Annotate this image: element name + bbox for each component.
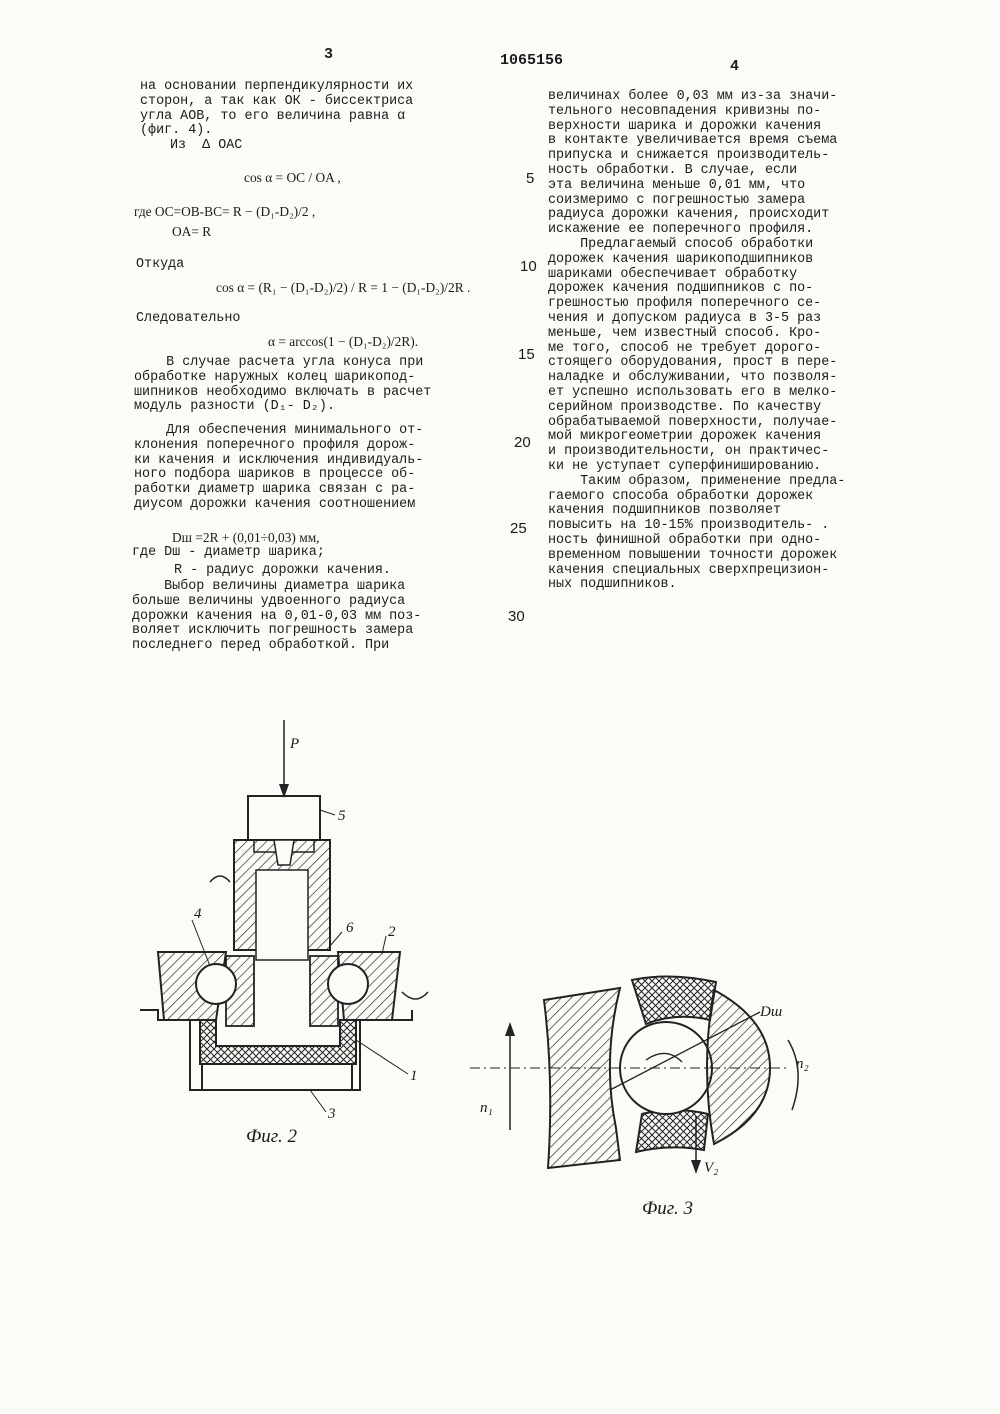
text-line: дорожек качения подшипников с по- xyxy=(548,281,814,297)
label-1: 1 xyxy=(410,1068,418,1084)
text-line: дорожек качения шарикоподшипников xyxy=(548,251,814,267)
whence-label: Откуда xyxy=(136,257,185,272)
text-line: временном повышении точности дорожек xyxy=(548,547,838,563)
text-line: повысить на 10-15% производитель- . xyxy=(548,518,830,534)
base xyxy=(202,1064,352,1090)
text-line: мой микрогеометрии дорожек качения xyxy=(548,429,822,445)
text-line: ки качения и исключения индивидуаль- xyxy=(134,452,424,468)
text-line: качения специальных сверхпрецизион- xyxy=(548,562,830,578)
text-line: радиуса дорожки качения, происходит xyxy=(548,207,830,223)
text-line: ного подбора шариков в процессе об- xyxy=(134,467,416,483)
label-6: 6 xyxy=(346,920,354,936)
text-line: верхности шарика и дорожки качения xyxy=(548,118,822,134)
text-line: на основании перпендикулярности их xyxy=(140,79,414,94)
formula-oc: где OC=OB-BC= R − (D₁-D₂)/2 , xyxy=(134,204,316,219)
leader-3 xyxy=(310,1090,326,1112)
text-line: ет успешно использовать его в мелко- xyxy=(548,384,838,400)
label-5: 5 xyxy=(338,808,346,824)
text-line: искажение ее поперечного профиля. xyxy=(548,222,814,238)
left-para-2 xyxy=(134,356,524,415)
leader-1 xyxy=(356,1040,408,1074)
leader-6 xyxy=(330,932,342,946)
left-column-top xyxy=(140,80,530,154)
where-r: R - радиус дорожки качения. xyxy=(174,563,391,578)
line-number: 25 xyxy=(510,520,527,537)
left-para-4 xyxy=(132,580,522,654)
figure-2-drawing xyxy=(130,720,430,1160)
patent-number: 1065156 xyxy=(500,52,564,69)
text-line: дорожки качения на 0,01-0,03 мм поз- xyxy=(132,608,422,624)
label-n2: n₂ xyxy=(796,1056,809,1072)
text-line: соизмеримо с погрешностью замера xyxy=(548,192,806,208)
text-line: (фиг. 4). xyxy=(140,123,213,139)
spindle-bore xyxy=(256,870,308,960)
text-line: В случае расчета угла конуса при xyxy=(134,355,424,370)
text-line: Выбор величины диаметра шарика xyxy=(132,579,406,594)
label-2: 2 xyxy=(388,924,396,940)
page-number-right: 4 xyxy=(730,58,740,75)
text-line: ме того, способ не требует дорого- xyxy=(548,340,822,356)
center-point xyxy=(274,840,294,865)
separator-lower xyxy=(636,1110,708,1152)
text-line: Предлагаемый способ обработки xyxy=(548,236,814,252)
text-line: ность финишной обработки при одно- xyxy=(548,532,822,548)
text-line: в контакте увеличивается время съема xyxy=(548,133,838,149)
formula-alpha: α = arccos(1 − (D₁-D₂)/2R). xyxy=(268,334,419,349)
therefore-label: Следовательно xyxy=(136,311,241,326)
text-line: ки не уступает суперфинишированию. xyxy=(548,458,822,474)
text-line: угла AOB, то его величина равна α xyxy=(140,108,406,124)
label-v2: V₂ xyxy=(704,1160,719,1176)
tool-holder xyxy=(248,796,320,840)
text-line: эта величина меньше 0,01 мм, что xyxy=(548,177,806,193)
text-line: ных подшипников. xyxy=(548,577,677,593)
line-number: 15 xyxy=(518,346,535,363)
ball-left xyxy=(196,964,236,1004)
page-number-left: 3 xyxy=(324,46,334,63)
formula-cos2: cos α = (R₁ − (D₁-D₂)/2) / R = 1 − (D₁-D₂)/2R . xyxy=(216,280,471,295)
text-line: величинах более 0,03 мм из-за значи- xyxy=(548,89,838,104)
text-line: меньше, чем известный способ. Кро- xyxy=(548,325,822,341)
text-line: тельного несовпадения кривизны по- xyxy=(548,103,822,119)
arrowhead-n1 xyxy=(505,1022,515,1036)
text-line: ность обработки. В случае, если xyxy=(548,162,798,178)
leader-5 xyxy=(320,810,335,815)
where-dsh: где Dш - диаметр шарика; xyxy=(132,545,325,560)
formula-cos: cos α = OC / OA , xyxy=(244,170,341,185)
text-line: грешностью профиля поперечного се- xyxy=(548,296,822,312)
line-number: 20 xyxy=(514,434,531,451)
label-dsh: Dш xyxy=(760,1004,783,1020)
text-line: шариками обеспечивает обработку xyxy=(548,266,798,282)
text-line: последнего перед обработкой. При xyxy=(132,638,390,654)
text-line: гаемого способа обработки дорожек xyxy=(548,488,814,504)
text-line: стоящего оборудования, прост в пере- xyxy=(548,355,838,371)
line-number: 10 xyxy=(520,258,537,275)
ball-right xyxy=(328,964,368,1004)
figure-3-drawing xyxy=(470,960,830,1220)
grinding-wheel xyxy=(544,988,620,1168)
left-para-3 xyxy=(134,424,524,513)
text-line: клонения поперечного профиля дорож- xyxy=(134,437,416,453)
formula-dsh: Dш =2R + (0,01÷0,03) мм, xyxy=(172,530,320,545)
text-line: воляет исключить погрешность замера xyxy=(132,623,414,639)
text-line: шипников необходимо включать в расчет xyxy=(134,384,432,400)
line-number: 30 xyxy=(508,608,525,625)
text-line: больше величины удвоенного радиуса xyxy=(132,593,406,609)
text-line: и производительности, он практичес- xyxy=(548,444,830,460)
velocity-arrowhead xyxy=(691,1160,701,1174)
text-line: сторон, а так как ОК - биссектриса xyxy=(140,93,414,109)
label-4: 4 xyxy=(194,906,202,922)
figure-3-caption: Фиг. 3 xyxy=(642,1198,693,1219)
text-line: Таким образом, применение предла- xyxy=(548,473,846,489)
text-line: работки диаметр шарика связан с ра- xyxy=(134,482,416,498)
rotation-arrow-n2 xyxy=(788,1040,798,1110)
separator-upper xyxy=(632,976,716,1024)
rotation-arrow-left xyxy=(210,876,230,882)
text-line: чения и допуском радиуса в 3-5 раз xyxy=(548,310,822,326)
text-line: серийном производстве. По качеству xyxy=(548,399,822,415)
text-line: обработке наружных колец шарикопод- xyxy=(134,369,416,385)
text-line: Для обеспечения минимального от- xyxy=(134,423,424,438)
label-3: 3 xyxy=(328,1106,336,1122)
rotation-arrow-right xyxy=(402,992,428,999)
line-number: 5 xyxy=(526,170,535,187)
formula-oa: OA= R xyxy=(172,224,212,239)
right-column xyxy=(548,90,918,593)
text-line: наладке и обслуживании, что позволя- xyxy=(548,370,838,386)
text-line: припуска и снижается производитель- xyxy=(548,148,830,164)
text-line: диусом дорожки качения соотношением xyxy=(134,496,416,512)
text-line: Из Δ OAC xyxy=(170,138,243,154)
label-n1: n₁ xyxy=(480,1100,493,1116)
text-line: качения подшипников позволяет xyxy=(548,503,782,519)
label-p: P xyxy=(290,736,300,752)
figure-2-caption: Фиг. 2 xyxy=(246,1126,297,1147)
text-line: модуль разности (D₁- D₂). xyxy=(134,399,335,415)
text-line: обрабатываемой поверхности, получае- xyxy=(548,414,838,430)
